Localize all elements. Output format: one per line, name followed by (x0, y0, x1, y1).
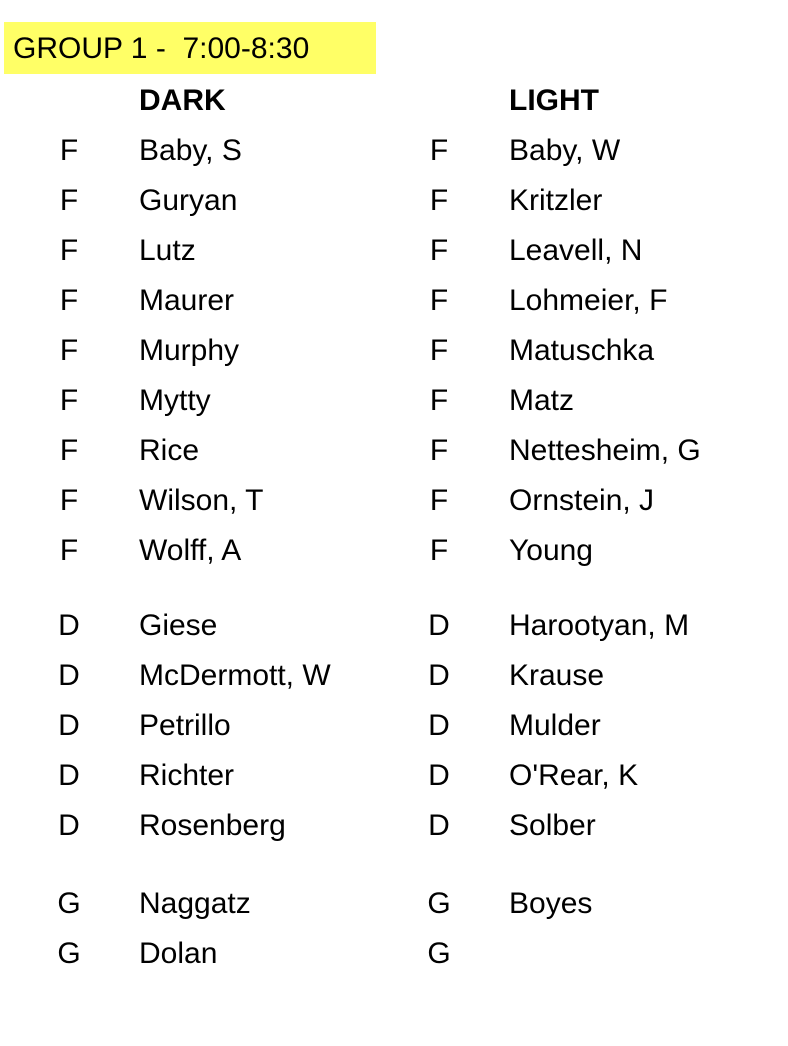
light-player-name: Kritzler (509, 184, 603, 217)
light-player-name: Matz (509, 384, 575, 417)
light-position: D (428, 609, 450, 642)
light-position: D (428, 709, 450, 742)
dark-position: F (59, 384, 79, 417)
dark-position: G (57, 887, 81, 920)
dark-player-name: Maurer (139, 284, 235, 317)
light-player-name: Leavell, N (509, 234, 643, 267)
dark-position: D (58, 709, 80, 742)
light-position: D (428, 659, 450, 692)
light-player-name: Young (509, 534, 593, 567)
light-position: F (429, 284, 449, 317)
dark-player-name: Wolff, A (139, 534, 242, 567)
dark-position: F (59, 434, 79, 467)
dark-position: F (59, 534, 79, 567)
light-position: G (427, 887, 451, 920)
light-player-name: Solber (509, 809, 596, 842)
light-position: F (429, 534, 449, 567)
light-position: G (427, 937, 451, 970)
dark-player-name: Guryan (139, 184, 238, 217)
light-position: F (429, 434, 449, 467)
light-position: F (429, 384, 449, 417)
dark-position: D (58, 609, 80, 642)
dark-position: D (58, 759, 80, 792)
light-position: F (429, 234, 449, 267)
dark-player-name: Lutz (139, 234, 196, 267)
dark-player-name: Baby, S (139, 134, 242, 167)
dark-player-name: Giese (139, 609, 218, 642)
light-player-name: Ornstein, J (509, 484, 655, 517)
dark-position: G (57, 937, 81, 970)
dark-player-name: Petrillo (139, 709, 231, 742)
dark-position: D (58, 659, 80, 692)
light-position: F (429, 484, 449, 517)
light-player-name: Krause (509, 659, 605, 692)
dark-player-name: Dolan (139, 937, 218, 970)
light-player-name: Matuschka (509, 334, 655, 367)
dark-position: F (59, 284, 79, 317)
group-title: GROUP 1 - 7:00-8:30 (4, 22, 376, 74)
light-position: F (429, 334, 449, 367)
dark-position: F (59, 334, 79, 367)
dark-player-name: Naggatz (139, 887, 251, 920)
light-position: D (428, 809, 450, 842)
dark-position: F (59, 184, 79, 217)
dark-position: D (58, 809, 80, 842)
dark-player-name: Richter (139, 759, 235, 792)
light-player-name: Nettesheim, G (509, 434, 701, 467)
light-position: D (428, 759, 450, 792)
dark-player-name: Mytty (139, 384, 211, 417)
light-team-header: LIGHT (509, 84, 599, 117)
dark-position: F (59, 234, 79, 267)
dark-position: F (59, 134, 79, 167)
light-position: F (429, 134, 449, 167)
light-player-name: Baby, W (509, 134, 621, 167)
dark-player-name: Murphy (139, 334, 240, 367)
dark-player-name: Wilson, T (139, 484, 264, 517)
dark-player-name: McDermott, W (139, 659, 331, 692)
light-player-name: Lohmeier, F (509, 284, 668, 317)
light-player-name: Mulder (509, 709, 601, 742)
light-player-name: O'Rear, K (509, 759, 639, 792)
dark-player-name: Rosenberg (139, 809, 286, 842)
light-player-name: Harootyan, M (509, 609, 690, 642)
dark-team-header: DARK (139, 84, 226, 117)
dark-position: F (59, 484, 79, 517)
dark-player-name: Rice (139, 434, 200, 467)
light-player-name: Boyes (509, 887, 593, 920)
light-position: F (429, 184, 449, 217)
